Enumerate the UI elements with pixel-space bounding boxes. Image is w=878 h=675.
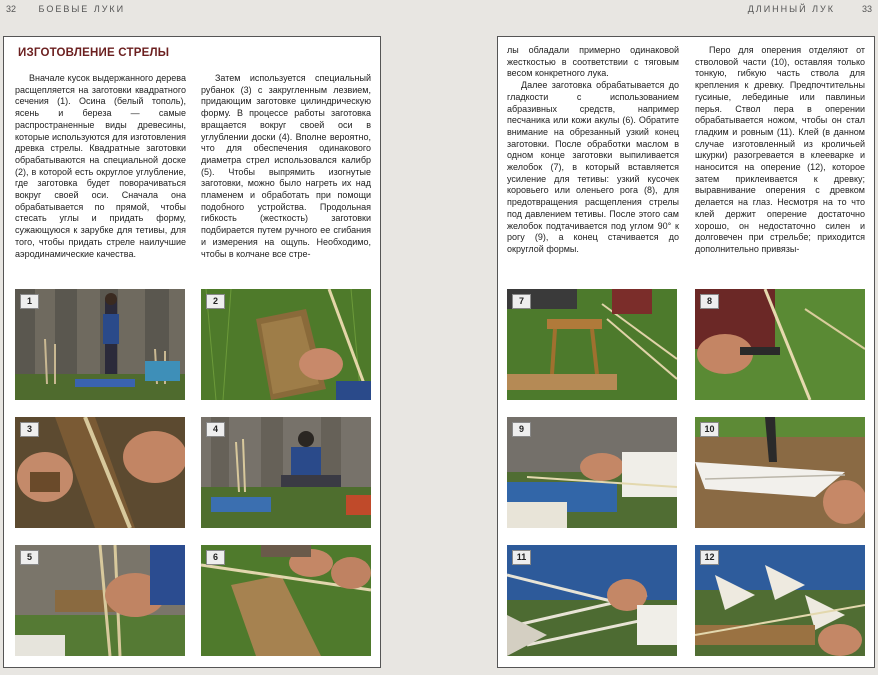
left-page [3, 36, 381, 668]
photo-12 [695, 545, 865, 656]
photo-8 [695, 289, 865, 400]
photo-number-badge: 6 [206, 550, 225, 565]
photo-number-badge: 4 [206, 422, 225, 437]
photo-5 [15, 545, 185, 656]
photo-1 [15, 289, 185, 400]
photo-number-badge: 12 [700, 550, 719, 565]
left-header-title: БОЕВЫЕ ЛУКИ [38, 4, 126, 14]
photo-number-badge: 10 [700, 422, 719, 437]
right-running-header [748, 4, 872, 14]
right-page-number: 33 [861, 4, 872, 14]
left-running-header [6, 4, 125, 14]
left-page-number: 32 [6, 4, 17, 14]
photo-3 [15, 417, 185, 528]
photo-6 [201, 545, 371, 656]
left-text-column-1 [15, 73, 186, 260]
right-text-column-1 [507, 45, 679, 256]
photo-4 [201, 417, 371, 528]
paragraph: Затем используется специальный рубанок (3) с закругленным лезвием, придающим заготовке цилиндрическую форму. В процессе работы заготовка вращается вокруг своей оси в углублении доски (4). Вполне вероятно, что для обеспечения одинакового диаметра стрел использовался калибр (5). Чтобы выпрямить изогнутые заготовки, можно было нагреть их над пламенем и обработать при помощи подобного устройства. Продольная гибкость (жесткость) заготовки подбирается путем ручного ее сгибания и измерения на ощупь. Необходимо, чтобы в колчане все стре- [201, 73, 371, 259]
photo-9 [507, 417, 677, 528]
photo-2 [201, 289, 371, 400]
photo-7 [507, 289, 677, 400]
photo-number-badge: 5 [20, 550, 39, 565]
left-text-column-2 [201, 73, 371, 260]
section-title: ИЗГОТОВЛЕНИЕ СТРЕЛЫ [18, 47, 170, 59]
paragraph: Перо для оперения отделяют от стволовой части (10), оставляя только тонкую, гибкую часть ствола для крепления к древку. Предпочтительны гусиные, лебединые или павлиньи перья. Ствол пера в оперении обрабатывается ножом, чтобы он стал гладким и ровным (11). Клей (в данном случае изготовленный из кроличьей шкурки) разогревается в клееварке и наносится на оперение (12), которое затем приклеивается к древку; выравнивание оперения с древком делается на глаз. Несмотря на то что клей держит оперение достаточно хорошо, он недостаточно силен и долговечен при стрельбе; приходится дополнительно привязы- [695, 45, 865, 254]
paragraph: Вначале кусок выдержанного дерева расщепляется на заготовки квадратного сечения (1). Осина (белый тополь), ясень и береза — самые распространенные виды древесины, которые используются для изготовления древка стрелы. Квадратные заготовки обрабатываются на специальной доске (2), в которой есть округлое углубление, где заготовка будет поворачиваться вокруг своей оси. Сначала она обрабатывается по прямой, чтобы стесать углы и придать форму, сужающуюся к зарубке для тетивы, для того, чтобы придать стреле наилучшие аэродинамические качества. [15, 73, 186, 259]
photo-number-badge: 11 [512, 550, 531, 565]
photo-number-badge: 9 [512, 422, 531, 437]
photo-number-badge: 2 [206, 294, 225, 309]
photo-number-badge: 7 [512, 294, 531, 309]
paragraph: лы обладали примерно одинаковой жесткостью в соответствии с тяговым весом конкретного лука. [507, 45, 679, 79]
photo-number-badge: 1 [20, 294, 39, 309]
photo-number-badge: 3 [20, 422, 39, 437]
right-header-title: ДЛИННЫЙ ЛУК [747, 4, 835, 14]
paragraph: Далее заготовка обрабатывается до гладкости с использованием абразивных средств, например песчаника или кожи акулы (6). Обратите внимание на обрезанный узкий конец заготовки. После обработки маслом в одном конце заготовки выпиливается желобок (7), в который вставляется усиление для тетивы: узкий кусочек коровьего или оленьего рога (8), для предотвращения расщепления стрелы под давлением тетивы. После этого сам желобок подтачивается под углом 90° к рогу (9), а конец стачивается до округлой формы. [507, 80, 679, 254]
photo-11 [507, 545, 677, 656]
right-page [497, 36, 875, 668]
photo-number-badge: 8 [700, 294, 719, 309]
photo-10 [695, 417, 865, 528]
right-text-column-2 [695, 45, 865, 256]
